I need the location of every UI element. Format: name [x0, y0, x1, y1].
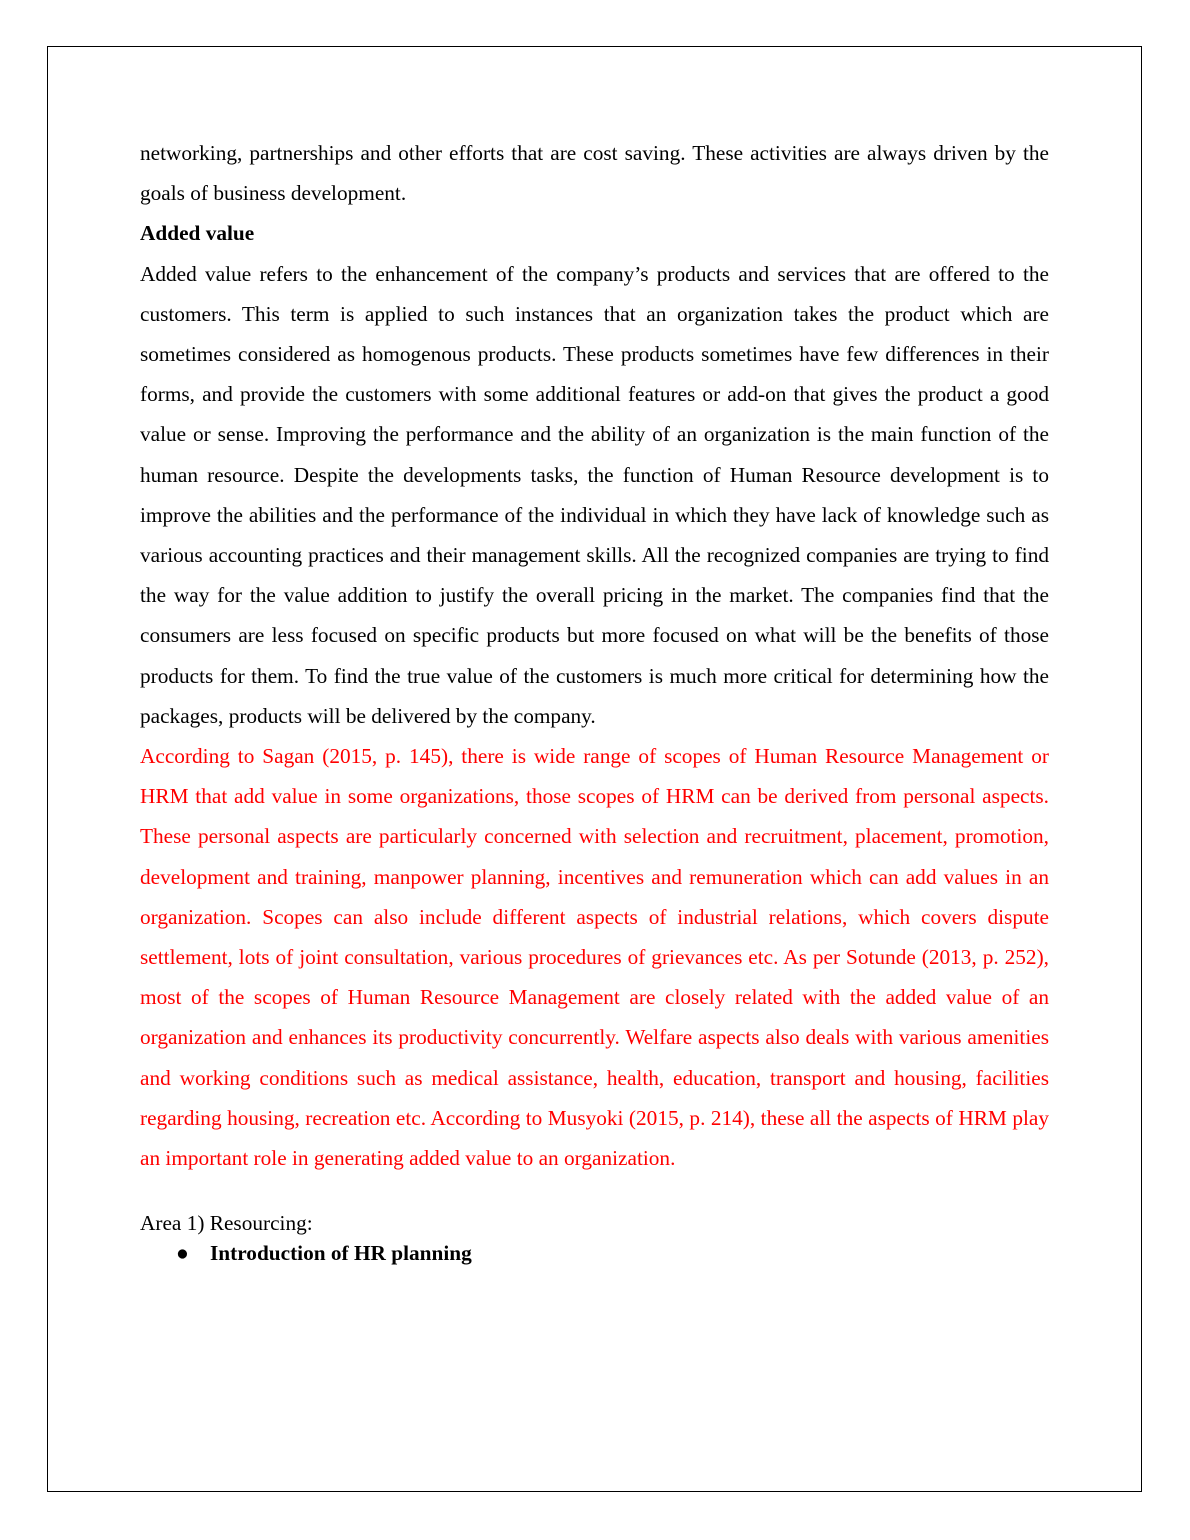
paragraph-hrm-scopes: According to Sagan (2015, p. 145), there is wide range of scopes of Human Resource Management or HRM that add value in some organizations, those scopes of HRM can be derived from personal aspects. These personal aspects are particularly concerned with selection and recruitment, placement, promotion, development and training, manpower planning, incentives and remuneration which can add values in an organization. Scopes can also include different aspects of industrial relations, which covers dispute settlement, lots of joint consultation, various procedures of grievances etc. As per Sotunde (2013, p. 252), most of the scopes of Human Resource Management are closely related with the added value of an organization and enhances its productivity concurrently. Welfare aspects also deals with various amenities and working conditions such as medical assistance, health, education, transport and housing, facilities regarding housing, recreation etc. According to Musyoki (2015, p. 214), these all the aspects of HRM play an important role in generating added value to an organization.: [140, 744, 1049, 1171]
section-heading-added-value: Added value: [140, 221, 255, 246]
bullet-item-label: Introduction of HR planning: [210, 1241, 472, 1266]
paragraph-added-value: Added value refers to the enhancement of the company’s products and services that are offered to the customers. This term is applied to such instances that an organization takes the product which are sometimes considered as homogenous products. These products sometimes have few differences in their forms, and provide the customers with some additional features or add-on that gives the product a good value or sense. Improving the performance and the ability of an organization is the main function of the human resource. Despite the developments tasks, the function of Human Resource development is to improve the abilities and the performance of the individual in which they have lack of knowledge such as various accounting practices and their management skills. All the recognized companies are trying to find the way for the value addition to justify the overall pricing in the market. The companies find that the consumers are less focused on specific products but more focused on what will be the benefits of those products for them. To find the true value of the customers is much more critical for determining how the packages, products will be delivered by the company.: [140, 261, 1049, 728]
paragraph-continuation: networking, partnerships and other efforts that are cost saving. These activities are always driven by the goals of business development.: [140, 141, 1049, 206]
list-item: [140, 1238, 1049, 1268]
bullet-list: [140, 1238, 1049, 1268]
bullet-icon: ●: [176, 1241, 189, 1266]
spacer: [140, 1178, 1049, 1208]
area-label: Area 1) Resourcing:: [140, 1211, 313, 1236]
document-body: [140, 133, 1049, 1268]
